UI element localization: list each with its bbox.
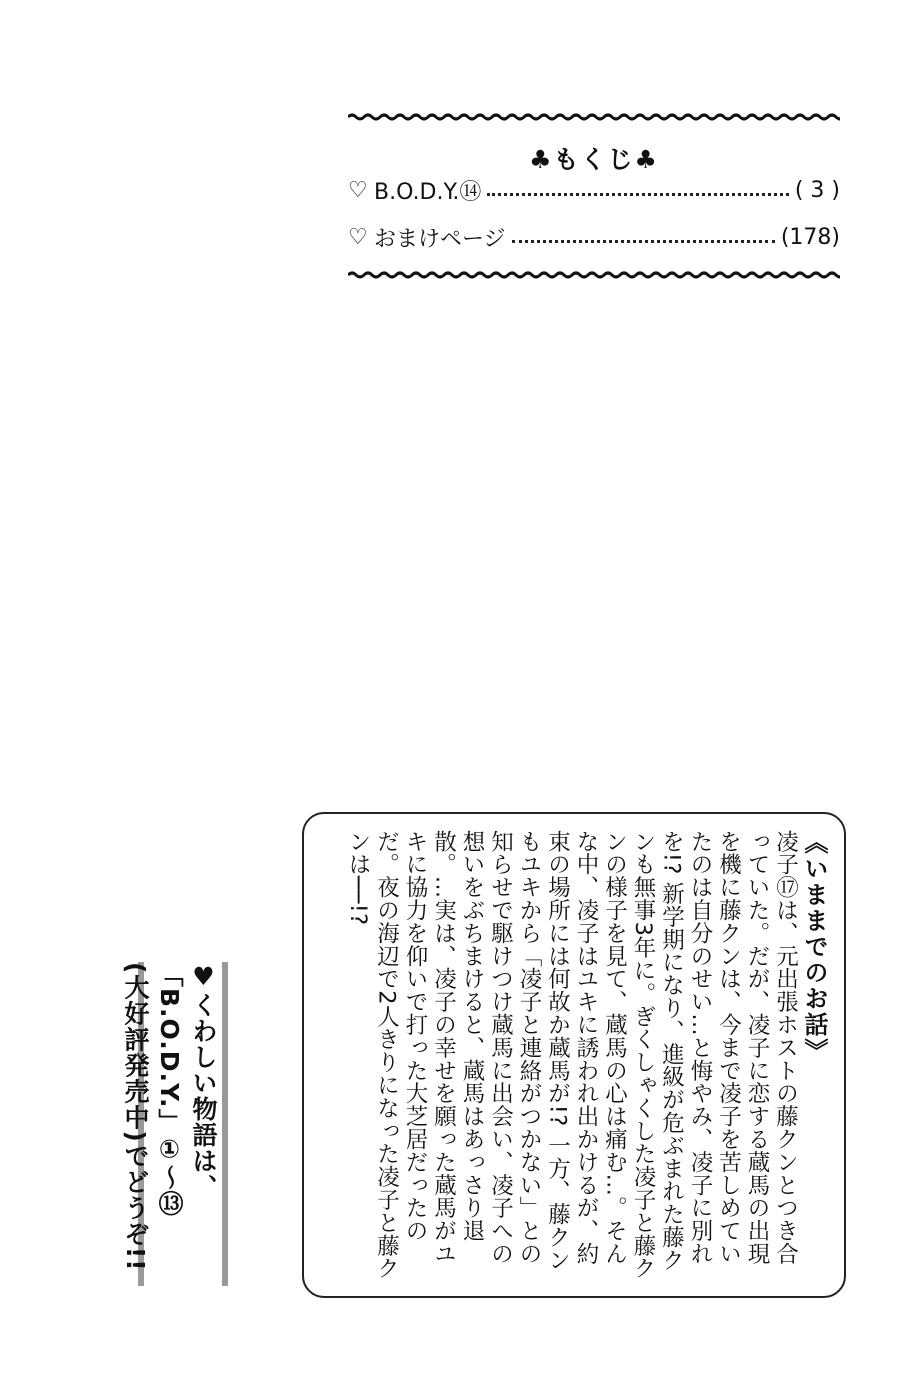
leader-dots xyxy=(512,240,775,243)
table-of-contents xyxy=(348,112,840,284)
story-summary-title: 《いままでのお話》 xyxy=(800,830,828,1064)
story-summary-body: 凌子⑰は、元出張ホストの藤クンとつき合っていた。だが、凌子に恋する蔵馬の出現を機に藤クンは、今まで凌子を苦しめていたのは自分のせい…と悔やみ、凌子に別れを!? 新学期になり、進級が危ぶまれた藤クンも無事3年に。ぎくしゃくした凌子と藤クンの様子を見て、蔵馬の心は痛む…。そんな中、凌子はユキに誘われ出かけるが、約束の場所には何故か蔵馬が!? 一方、藤クンもユキから「凌子と連絡がつかない」との知らせで駆けつけ蔵馬に出会い、凌子への想いをぶちまけると、蔵馬はあっさり退散。…実は、凌子の幸せを願った蔵馬がユキに協力を仰いで打った大芝居だったのだ。夜の海辺で2人きりになった凌子と藤クンは──!? xyxy=(345,830,799,1280)
story-summary-text xyxy=(320,830,828,1280)
story-summary-box xyxy=(302,812,846,1298)
toc-entry-bonus xyxy=(348,219,840,255)
series-note-line: (大好評発売中)でどうぞ!! xyxy=(121,962,150,1272)
series-note xyxy=(121,962,220,1282)
series-note-text xyxy=(121,962,220,1282)
leader-dots xyxy=(487,193,788,196)
toc-entry-page: ( 3 ) xyxy=(794,177,840,203)
gray-rule-right xyxy=(222,962,228,1286)
heart-outline-icon: ♡ xyxy=(348,177,368,203)
series-note-line: ♥くわしい物語は、 xyxy=(189,962,218,1200)
heart-outline-icon: ♡ xyxy=(348,224,368,250)
top-wavy-divider xyxy=(348,112,840,122)
toc-entry-label: おまけページ xyxy=(374,226,506,252)
toc-entry-label: B.O.D.Y.⑭ xyxy=(374,179,482,205)
toc-title: ♣もくじ♣ xyxy=(529,145,659,174)
series-note-line: 「B.O.D.Y.」①〜⑬ xyxy=(155,962,184,1217)
toc-entry-body xyxy=(348,172,840,208)
toc-entry-page: (178) xyxy=(780,224,840,250)
bottom-wavy-divider xyxy=(348,270,840,280)
